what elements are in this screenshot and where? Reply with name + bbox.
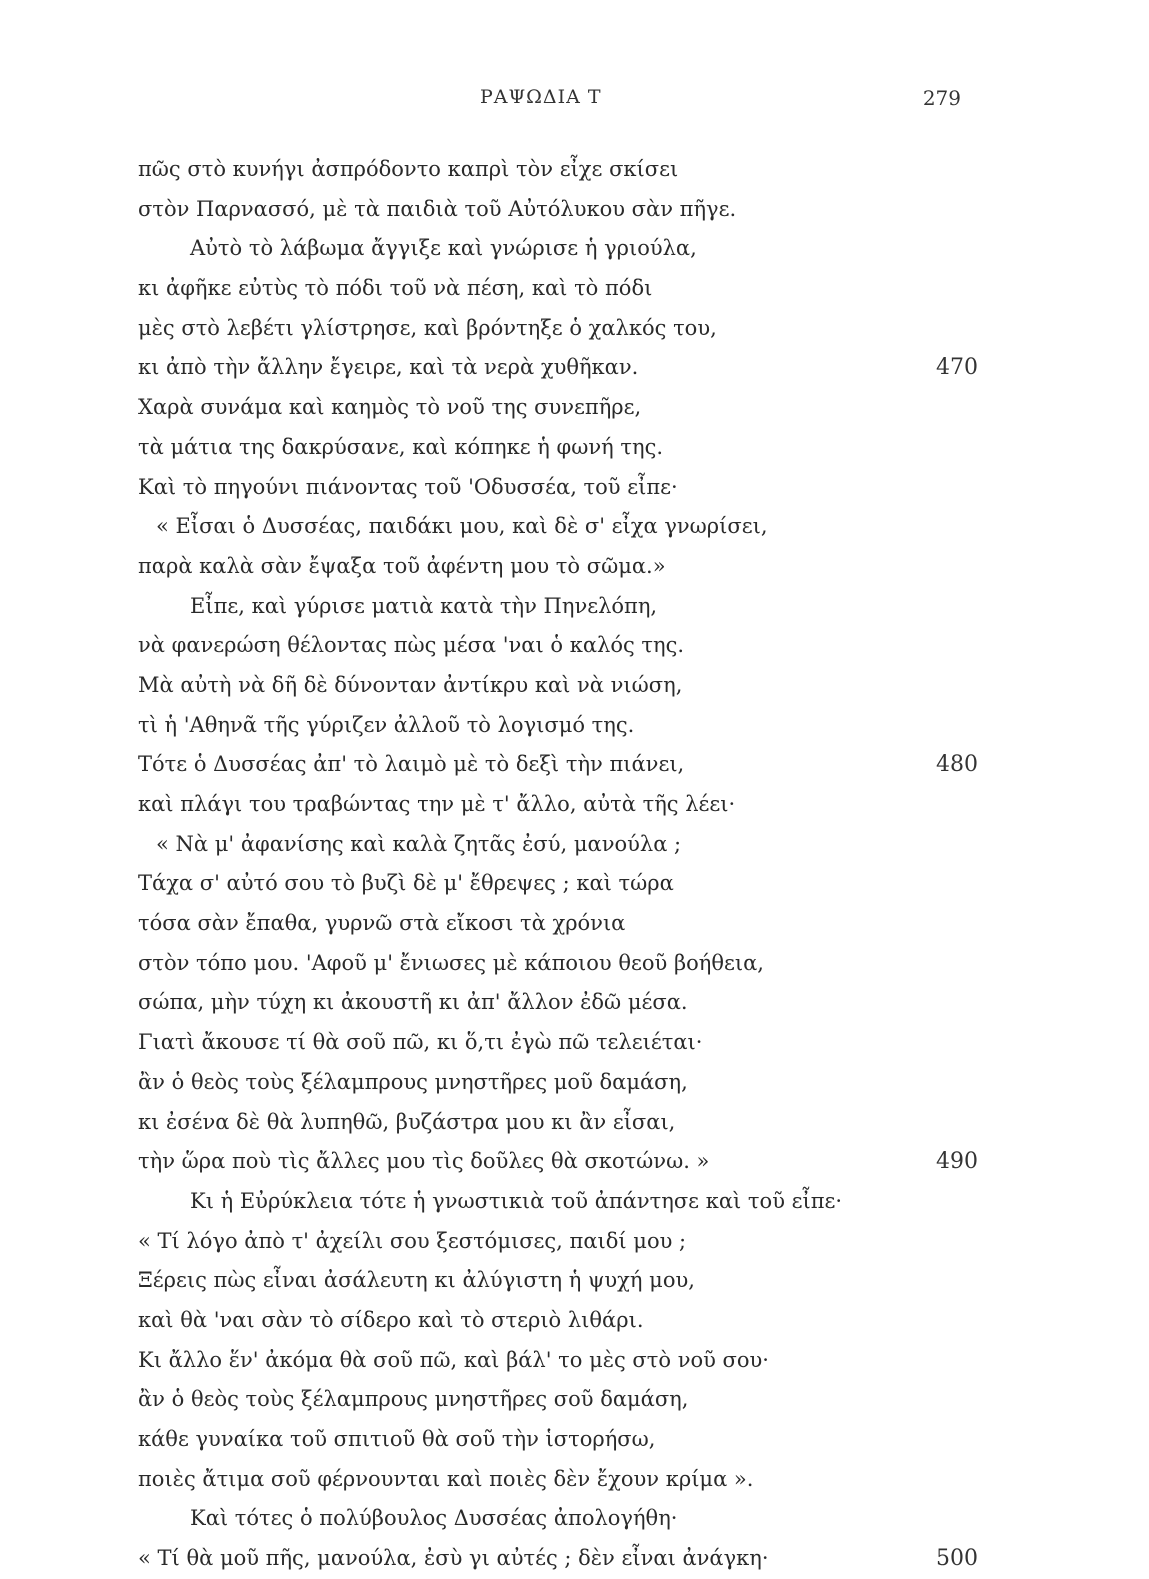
verse-text: παρὰ καλὰ σὰν ἔψαξα τοῦ ἀφέντη μου τὸ σῶμα.» (138, 553, 666, 578)
verse-line (138, 1103, 978, 1143)
verse-line (138, 190, 978, 230)
verse-text: κι ἀπὸ τὴν ἄλλην ἔγειρε, καὶ τὰ νερὰ χυθῆκαν. (138, 355, 639, 380)
verse-line (138, 348, 978, 388)
verse-line (138, 626, 978, 666)
verse-line (138, 507, 978, 547)
verse-line (138, 1341, 978, 1381)
line-number: 480 (936, 752, 978, 778)
verse-text: Ξέρεις πὼς εἶναι ἀσάλευτη κι ἀλύγιστη ἡ ψυχή μου, (138, 1268, 695, 1293)
verse-line (138, 1499, 978, 1539)
verse-text: Καὶ τότες ὁ πολύβουλος Δυσσέας ἀπολογήθη· (190, 1506, 678, 1531)
verse-text: σώπα, μὴν τύχη κι ἀκουστῆ κι ἀπ' ἄλλον ἐδῶ μέσα. (138, 990, 688, 1015)
verse-text: Κι ἡ Εὐρύκλεια τότε ἡ γνωστικιὰ τοῦ ἀπάντησε καὶ τοῦ εἶπε· (190, 1188, 843, 1213)
verse-line (138, 269, 978, 309)
verse-line (138, 983, 978, 1023)
verse-line (138, 468, 978, 508)
verse-text: Χαρὰ συνάμα καὶ καημὸς τὸ νοῦ της συνεπῆρε, (138, 395, 642, 420)
verse-text: μὲς στὸ λεβέτι γλίστρησε, καὶ βρόντηξε ὁ χαλκός του, (138, 315, 717, 340)
line-number: 470 (936, 355, 978, 381)
verse-text: κι ἀφῆκε εὐτὺς τὸ πόδι τοῦ νὰ πέση, καὶ τὸ πόδι (138, 276, 653, 301)
verse-text: κάθε γυναίκα τοῦ σπιτιοῦ θὰ σοῦ τὴν ἱστορήσω, (138, 1427, 656, 1451)
verse-block (138, 150, 978, 1579)
verse-line (138, 1063, 978, 1103)
verse-text: ποιὲς ἄτιμα σοῦ φέρνουνται καὶ ποιὲς δὲν ἔχουν κρίμα ». (138, 1466, 754, 1491)
verse-text: Γιατὶ ἄκουσε τί θὰ σοῦ πῶ, κι ὅ,τι ἐγὼ πῶ τελειέται· (138, 1030, 703, 1055)
verse-text: Τότε ὁ Δυσσέας ἀπ' τὸ λαιμὸ μὲ τὸ δεξὶ τὴν πιάνει, (138, 752, 685, 777)
verse-line (138, 587, 978, 627)
verse-text: τὴν ὥρα ποὺ τὶς ἄλλες μου τὶς δοῦλες θὰ σκοτώνω. » (138, 1149, 710, 1174)
verse-line (138, 1182, 978, 1222)
verse-text: « Νὰ μ' ἀφανίσης καὶ καλὰ ζητᾶς ἐσύ, μανούλα ; (156, 831, 682, 856)
verse-text: Μὰ αὐτὴ νὰ δῆ δὲ δύνονταν ἀντίκρυ καὶ νὰ νιώση, (138, 672, 683, 697)
verse-line (138, 547, 978, 587)
verse-text: Καὶ τὸ πηγούνι πιάνοντας τοῦ 'Οδυσσέα, τοῦ εἶπε· (138, 474, 678, 499)
verse-line (138, 1539, 978, 1579)
line-number: 500 (936, 1546, 978, 1572)
verse-text: ἂν ὁ θεὸς τοὺς ξέλαμπρους μνηστῆρες σοῦ δαμάση, (138, 1387, 689, 1412)
verse-line (138, 229, 978, 269)
verse-line (138, 1301, 978, 1341)
verse-text: Εἶπε, καὶ γύρισε ματιὰ κατὰ τὴν Πηνελόπη, (190, 593, 658, 618)
verse-line (138, 1261, 978, 1301)
verse-text: « Τί λόγο ἀπὸ τ' ἀχείλι σου ξεστόμισες, παιδί μου ; (138, 1228, 687, 1253)
verse-text: τὶ ἡ 'Αθηνᾶ τῆς γύριζεν ἀλλοῦ τὸ λογισμό της. (138, 712, 635, 737)
verse-text: τὰ μάτια της δακρύσανε, καὶ κόπηκε ἡ φωνή της. (138, 434, 664, 459)
verse-line (138, 864, 978, 904)
verse-text: Τάχα σ' αὐτό σου τὸ βυζὶ δὲ μ' ἔθρεψες ; καὶ τώρα (138, 871, 674, 896)
verse-text: στὸν Παρνασσό, μὲ τὰ παιδιὰ τοῦ Αὐτόλυκου σὰν πῆγε. (138, 196, 737, 221)
verse-line (138, 309, 978, 349)
verse-line (138, 1460, 978, 1500)
verse-text: κι ἐσένα δὲ θὰ λυπηθῶ, βυζάστρα μου κι ἂν εἶσαι, (138, 1109, 676, 1134)
verse-text: Αὐτὸ τὸ λάβωμα ἄγγιξε καὶ γνώρισε ἡ γριούλα, (190, 236, 697, 261)
page-number: 279 (922, 86, 961, 110)
verse-line (138, 428, 978, 468)
running-title: ΡΑΨΩΔΙΑ Τ (480, 86, 602, 108)
verse-line (138, 1023, 978, 1063)
verse-text: « Εἶσαι ὁ Δυσσέας, παιδάκι μου, καὶ δὲ σ' εἶχα γνωρίσει, (156, 514, 768, 539)
verse-line (138, 1420, 978, 1460)
verse-text: Κι ἄλλο ἕν' ἀκόμα θὰ σοῦ πῶ, καὶ βάλ' το μὲς στὸ νοῦ σου· (138, 1347, 769, 1372)
verse-line (138, 745, 978, 785)
verse-text: καὶ θὰ 'ναι σὰν τὸ σίδερο καὶ τὸ στεριὸ λιθάρι. (138, 1307, 644, 1332)
verse-text: στὸν τόπο μου. 'Αφοῦ μ' ἔνιωσες μὲ κάποιου θεοῦ βοήθεια, (138, 950, 764, 975)
verse-line (138, 904, 978, 944)
verse-line (138, 388, 978, 428)
verse-text: πῶς στὸ κυνήγι ἀσπρόδοντο καπρὶ τὸν εἶχε σκίσει (138, 157, 679, 181)
line-number: 490 (936, 1149, 978, 1175)
verse-line (138, 706, 978, 746)
verse-line (138, 1380, 978, 1420)
verse-line (138, 1222, 978, 1262)
verse-text: τόσα σὰν ἔπαθα, γυρνῶ στὰ εἴκοσι τὰ χρόνια (138, 911, 626, 936)
verse-line (138, 785, 978, 825)
verse-line (138, 150, 978, 190)
verse-text: καὶ πλάγι του τραβώντας την μὲ τ' ἄλλο, αὐτὰ τῆς λέει· (138, 792, 736, 816)
verse-line (138, 1142, 978, 1182)
verse-line (138, 944, 978, 984)
verse-text: ἂν ὁ θεὸς τοὺς ξέλαμπρους μνηστῆρες μοῦ δαμάση, (138, 1069, 688, 1094)
verse-line (138, 825, 978, 865)
verse-text: « Τί θὰ μοῦ πῆς, μανούλα, ἐσὺ γι αὐτές ; δὲν εἶναι ἀνάγκη· (138, 1546, 769, 1571)
verse-text: νὰ φανερώση θέλοντας πὼς μέσα 'ναι ὁ καλός της. (138, 633, 685, 658)
verse-line (138, 666, 978, 706)
